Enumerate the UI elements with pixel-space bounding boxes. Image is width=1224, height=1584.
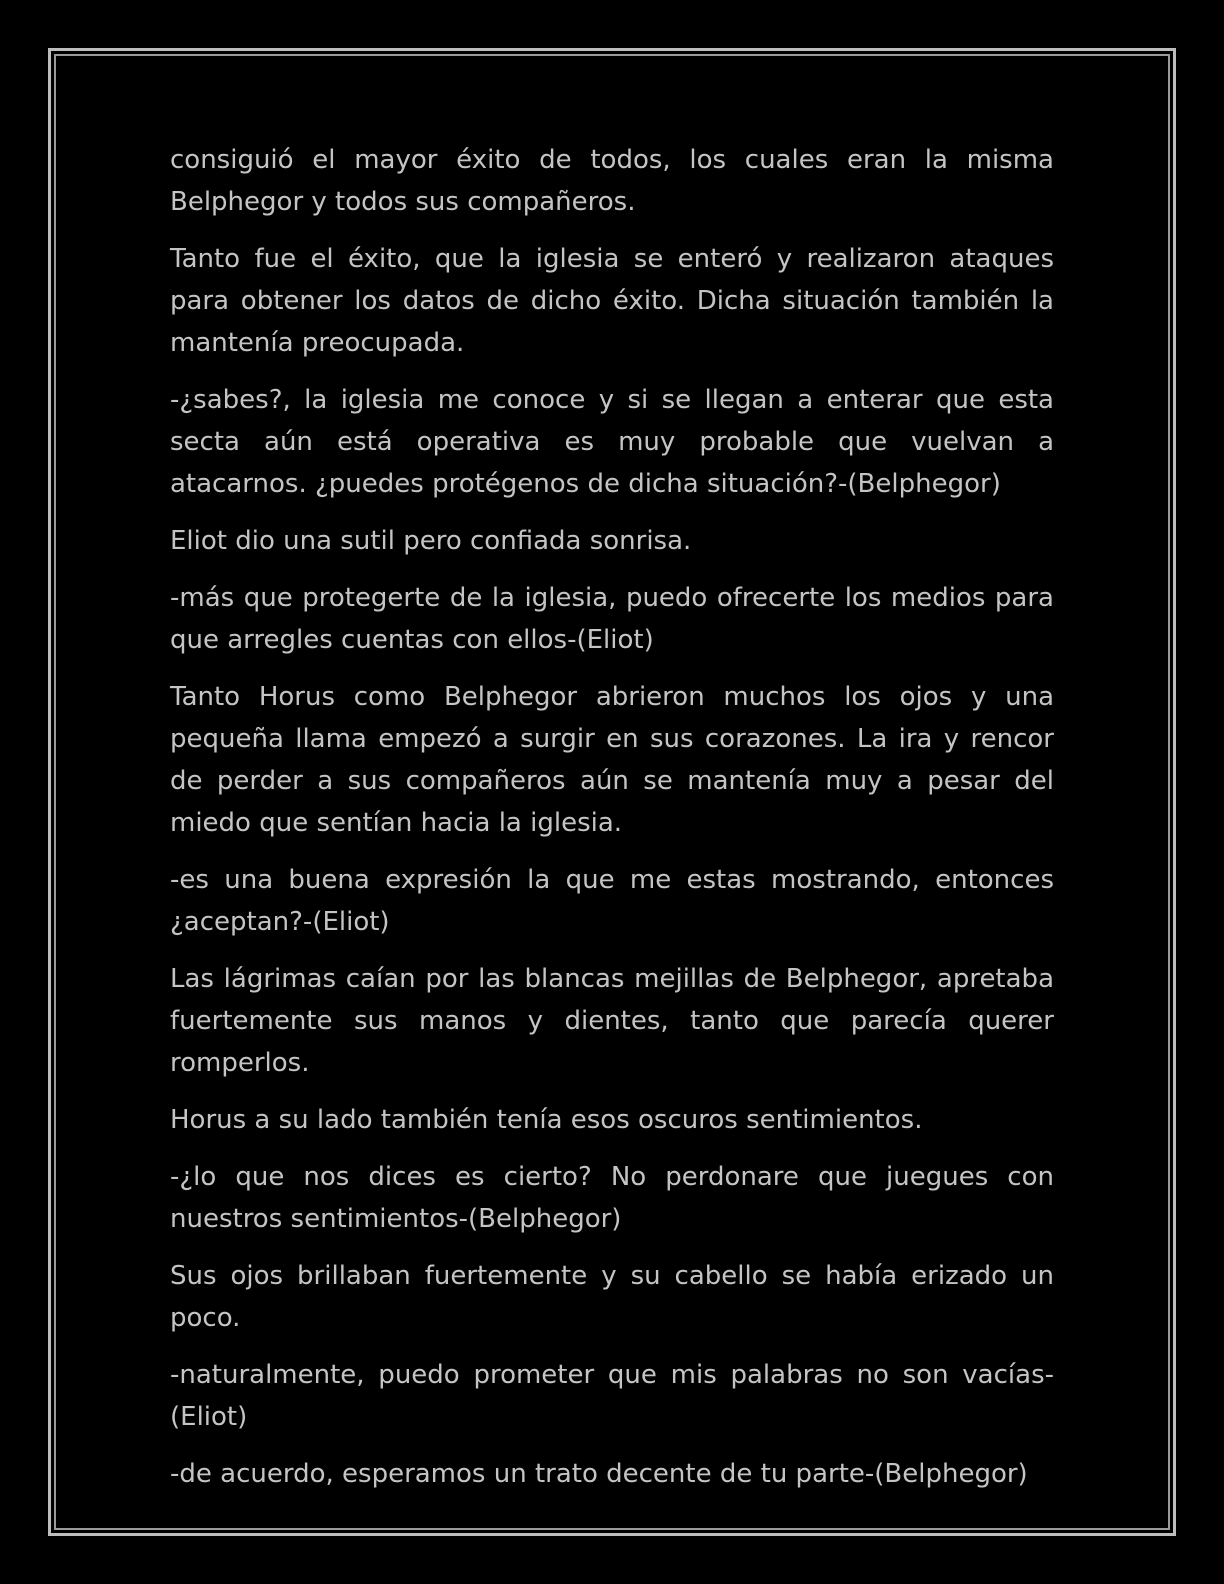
paragraph: -es una buena expresión la que me estas mostrando, entonces ¿aceptan?-(Eliot) (170, 865, 1054, 937)
paragraph: Tanto Horus como Belphegor abrieron muchos los ojos y una pequeña llama empezó a surgir en sus corazones. La ira y rencor de perder a sus compañeros aún se mantenía muy a pesar del miedo que sentían hacia la iglesia. (170, 682, 1054, 838)
paragraph: -de acuerdo, esperamos un trato decente de tu parte-(Belphegor) (170, 1459, 1028, 1489)
paragraph: consiguió el mayor éxito de todos, los cuales eran la misma Belphegor y todos sus compañeros. (170, 145, 1054, 217)
paragraph: -naturalmente, puedo prometer que mis palabras no son vacías-(Eliot) (170, 1360, 1054, 1432)
paragraph: -¿lo que nos dices es cierto? No perdonare que juegues con nuestros sentimientos-(Belphegor) (170, 1162, 1054, 1234)
paragraph: Horus a su lado también tenía esos oscuros sentimientos. (170, 1105, 923, 1135)
paragraph: Eliot dio una sutil pero confiada sonrisa. (170, 526, 692, 556)
paragraph: -¿sabes?, la iglesia me conoce y si se llegan a enterar que esta secta aún está operativa es muy probable que vuelvan a atacarnos. ¿puedes protégenos de dicha situación?-(Belphegor) (170, 385, 1054, 499)
document-body (170, 139, 1054, 1510)
paragraph: Sus ojos brillaban fuertemente y su cabello se había erizado un poco. (170, 1261, 1054, 1333)
paragraph: -más que protegerte de la iglesia, puedo ofrecerte los medios para que arregles cuentas con ellos-(Eliot) (170, 583, 1054, 655)
paragraph: Las lágrimas caían por las blancas mejillas de Belphegor, apretaba fuertemente sus manos y dientes, tanto que parecía querer romperlos. (170, 964, 1054, 1078)
paragraph: Tanto fue el éxito, que la iglesia se enteró y realizaron ataques para obtener los datos de dicho éxito. Dicha situación también la mantenía preocupada. (170, 244, 1054, 358)
